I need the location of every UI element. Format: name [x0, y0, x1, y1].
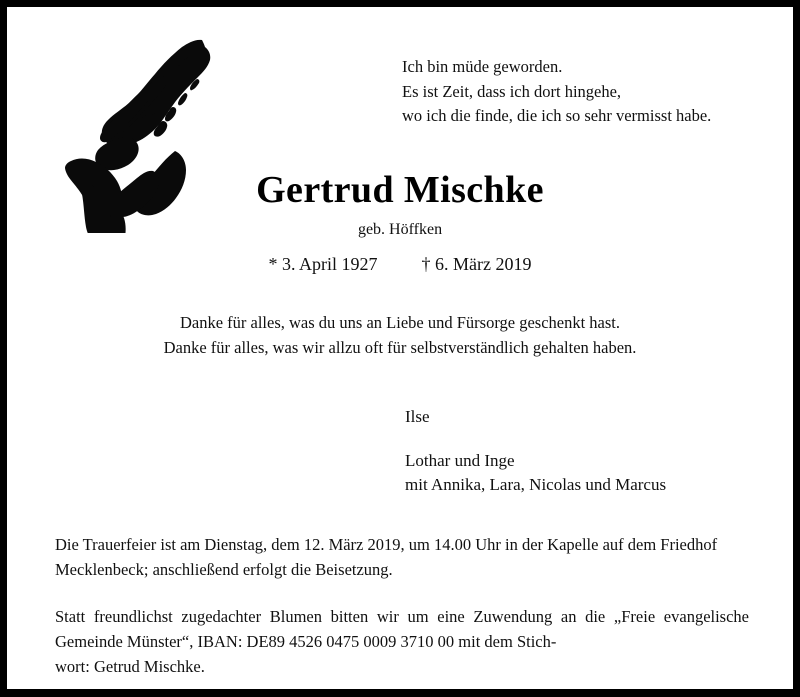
thanks-line-1: Danke für alles, was du uns an Liebe und Fürsorge geschenkt hast. [179, 313, 621, 332]
donation-body: Statt freundlichst zugedachter Blumen bitten wir um eine Zuwendung an die „Freie evangelische Gemeinde Münster“, IBAN: DE89 4526 0475 0009 3710 00 mit dem Stich- [55, 607, 749, 651]
obituary-page [7, 7, 793, 689]
maiden-name: geb. Höffken [357, 221, 443, 238]
family-spacer [405, 429, 666, 449]
poem-block [402, 55, 711, 129]
deceased-name: Gertrud Mischke [256, 169, 544, 211]
poem-line-1: Ich bin müde geworden. [402, 57, 563, 76]
life-dates [7, 253, 793, 275]
donation-last-line: wort: Getrud Mischke. [55, 657, 205, 676]
donation-paragraph [55, 604, 749, 679]
poem-line-2: Es ist Zeit, dass ich dort hingehe, [402, 81, 622, 101]
family-line-1: Ilse [405, 407, 430, 426]
family-line-3: mit Annika, Lara, Nicolas und Marcus [405, 475, 667, 494]
birth-date: * 3. April 1927 [268, 254, 378, 274]
family-line-2: Lothar und Inge [405, 451, 515, 470]
thanks-message [7, 310, 793, 360]
funeral-service-paragraph: Die Trauerfeier ist am Dienstag, dem 12. März 2019, um 14.00 Uhr in der Kapelle auf dem Friedhof Mecklenbeck; anschließend erfolgt die Beisetzung. [55, 535, 718, 579]
thanks-line-2: Danke für alles, was wir allzu oft für selbstverständlich gehalten haben. [163, 338, 637, 357]
surviving-family-block [405, 405, 666, 497]
deceased-name-block [7, 167, 793, 275]
poem-line-3: wo ich die finde, die ich so sehr vermisst habe. [402, 106, 712, 125]
death-date: † 6. März 2019 [421, 254, 532, 274]
